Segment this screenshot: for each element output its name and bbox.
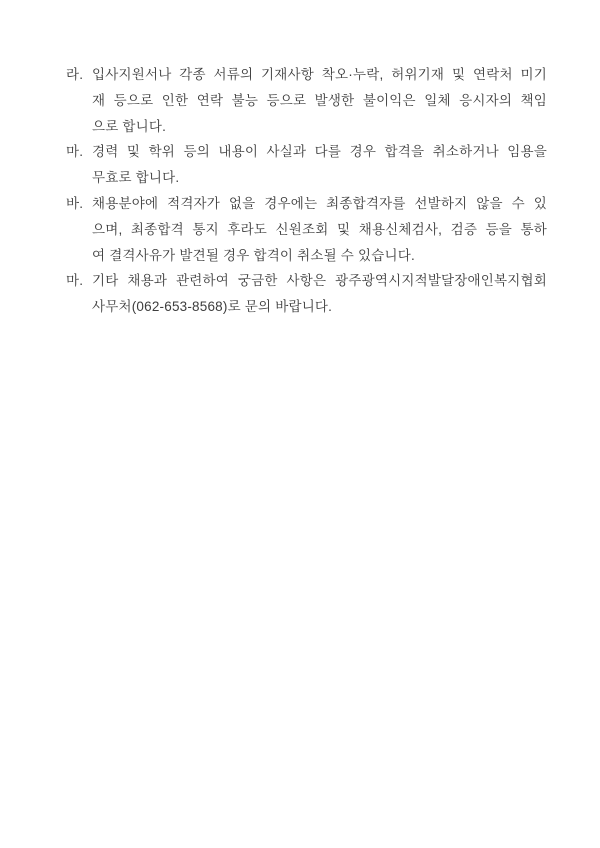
list-item — [66, 139, 547, 191]
document-line: 사무처(062-653-8568)로 문의 바랍니다. — [92, 299, 333, 315]
list-item-label: 마. — [66, 273, 84, 289]
document-line: 무효로 합니다. — [92, 170, 180, 186]
list-item — [66, 191, 547, 268]
list-item-label: 마. — [66, 144, 84, 160]
document-line: 기타 채용과 관련하여 궁금한 사항은 광주광역시지적발달장애인복지협회 — [92, 273, 547, 289]
document-line: 재 등으로 인한 연락 불능 등으로 발생한 불이익은 일체 응시자의 책임 — [92, 92, 547, 108]
list-item — [66, 268, 547, 320]
document-line: 으로 합니다. — [92, 118, 167, 134]
document-line: 채용분야에 적격자가 없을 경우에는 최종합격자를 선발하지 않을 수 있 — [92, 195, 547, 211]
document-text-block — [66, 62, 547, 320]
document-line: 입사지원서나 각종 서류의 기재사항 착오·누락, 허위기재 및 연락처 미기 — [92, 67, 547, 82]
list-item-label: 바. — [66, 195, 84, 211]
document-line: 으며, 최종합격 통지 후라도 신원조회 및 채용신체검사, 검증 등을 통하 — [92, 221, 547, 237]
list-item-label: 라. — [66, 67, 84, 82]
list-item — [66, 62, 547, 139]
document-line: 경력 및 학위 등의 내용이 사실과 다를 경우 합격을 취소하거나 임용을 — [92, 144, 547, 160]
document-line: 여 결격사유가 발견될 경우 합격이 취소될 수 있습니다. — [92, 247, 415, 263]
